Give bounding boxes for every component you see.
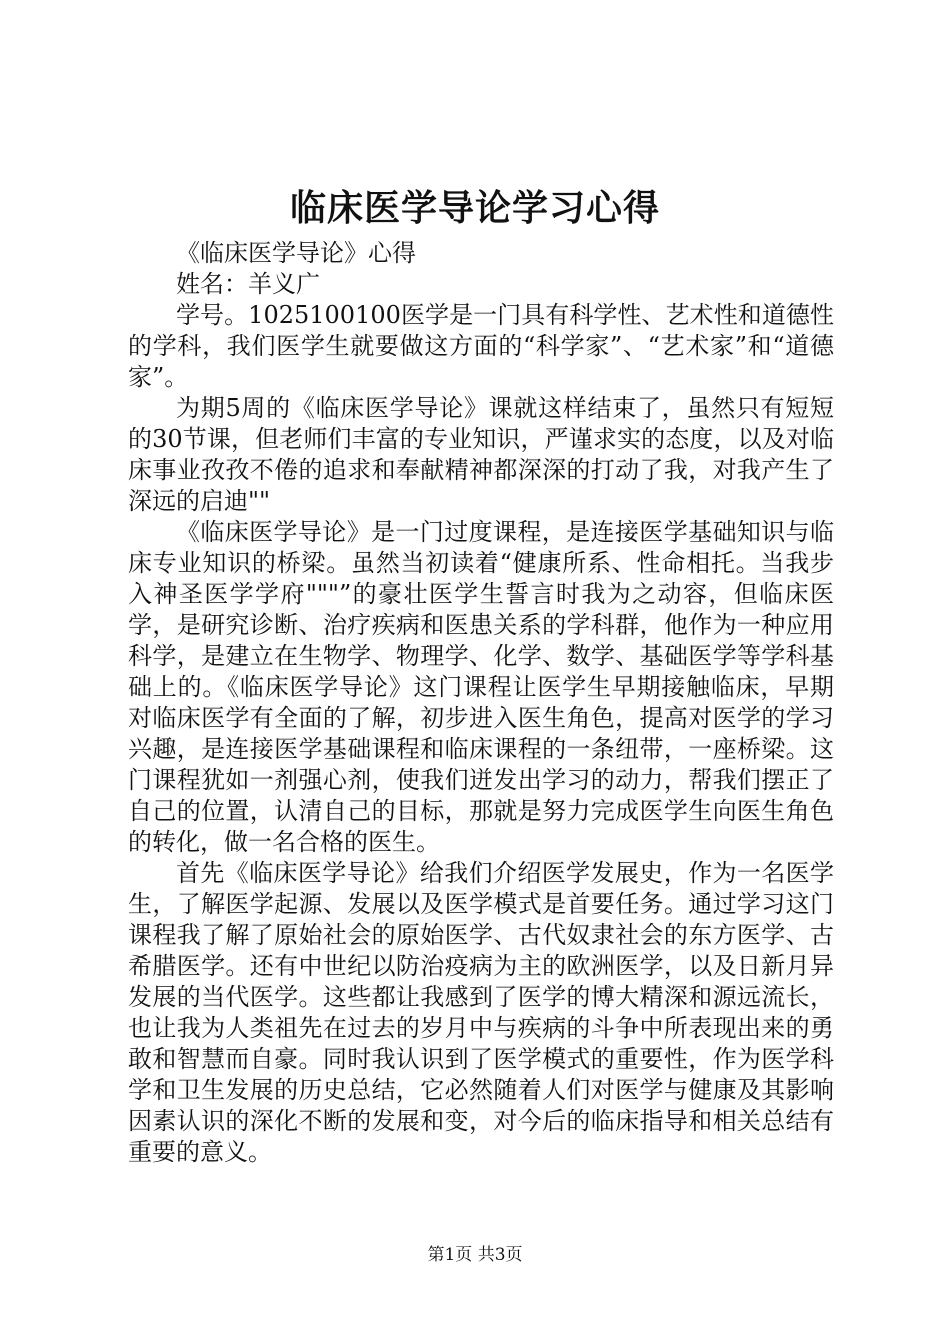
paragraph-subtitle: 《临床医学导论》心得 bbox=[176, 239, 416, 267]
paragraph-course-summary: 为期5周的《临床医学导论》课就这样结束了，虽然只有短短的30节课，但老师们丰富的专业知识，严谨求实的态度，以及对临床事业孜孜不倦的追求和奉献精神都深深的打动了我，对我产生了深远的启迪"" bbox=[128, 394, 834, 515]
document-title: 临床医学导论学习心得 bbox=[289, 188, 660, 229]
paragraph-medical-history: 首先《临床医学导论》给我们介绍医学发展史，作为一名医学生，了解医学起源、发展以及医学模式是首要任务。通过学习这门课程我了解了原始社会的原始医学、古代奴隶社会的东方医学、古希腊医学。还有中世纪以防治疫病为主的欧洲医学，以及日新月异发展的当代医学。这些都让我感到了医学的博大精深和源远流长，也让我为人类祖先在过去的岁月中与疾病的斗争中所表现出来的勇敢和智慧而自豪。同时我认识到了医学模式的重要性，作为医学科学和卫生发展的历史总结，它必然随着人们对医学与健康及其影响因素认识的深化不断的发展和变，对今后的临床指导和相关总结有重要的意义。 bbox=[128, 859, 834, 1166]
page-footer: 第1页 共3页 bbox=[427, 1245, 523, 1265]
document-body bbox=[128, 238, 834, 1168]
paragraph-student-id-intro: 学号。1025100100医学是一门具有科学性、艺术性和道德性的学科，我们医学生就要做这方面的“科学家”、“艺术家”和“道德家”。 bbox=[128, 301, 834, 391]
paragraph-author-name: 姓名：羊义广 bbox=[176, 270, 320, 298]
paragraph-course-bridge: 《临床医学导论》是一门过度课程，是连接医学基础知识与临床专业知识的桥梁。虽然当初读着“健康所系、性命相托。当我步入神圣医学学府"""”的豪壮医学生誓言时我为之动容，但临床医学，是研究诊断、治疗疾病和医患关系的学科群，他作为一种应用科学，是建立在生物学、物理学、化学、数学、基础医学等学科基础上的。《临床医学导论》这门课程让医学生早期接触临床，早期对临床医学有全面的了解，初步进入医生角色，提高对医学的学习兴趣，是连接医学基础课程和临床课程的一条纽带，一座桥梁。这门课程犹如一剂强心剂，使我们迸发出学习的动力，帮我们摆正了自己的位置，认清自己的目标，那就是努力完成医学生向医生角色的转化，做一名合格的医生。 bbox=[128, 518, 834, 856]
